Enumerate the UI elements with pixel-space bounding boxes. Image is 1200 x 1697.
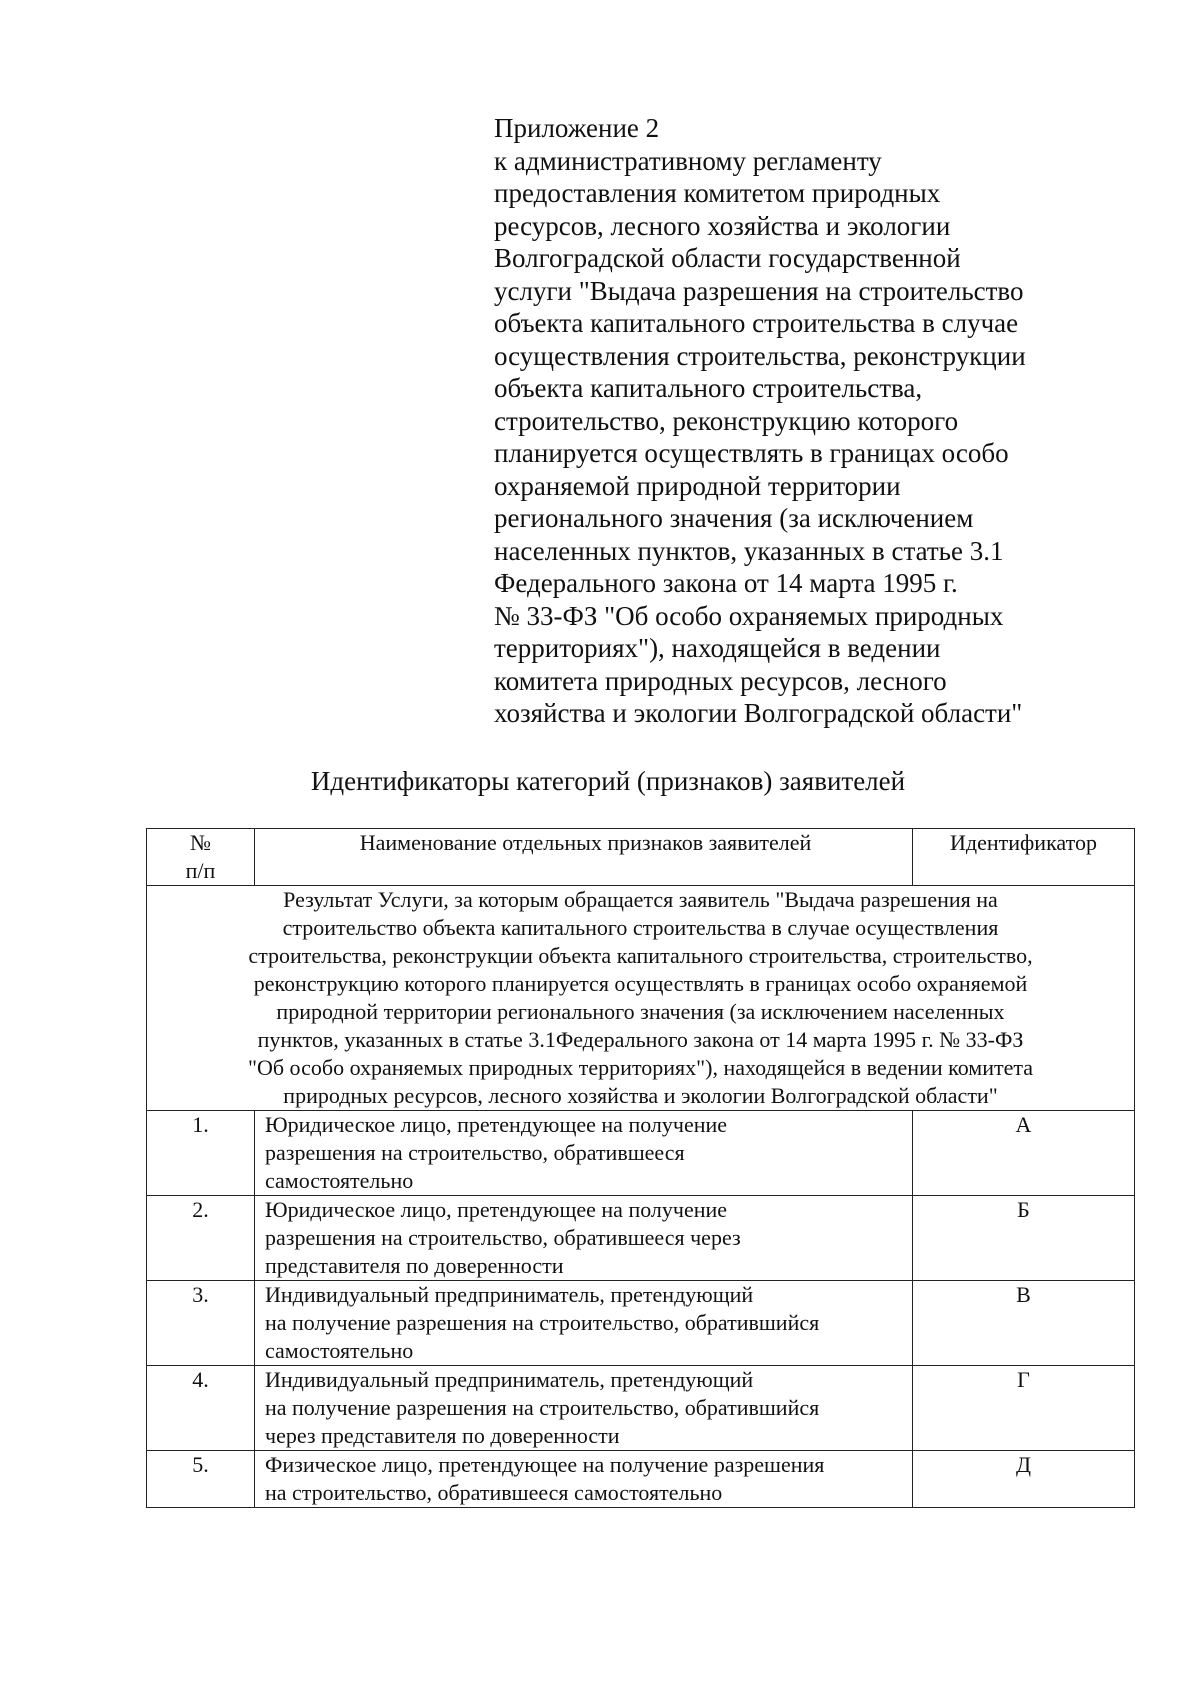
table-row bbox=[147, 1281, 1135, 1366]
row-line: на получение разрешения на строительство, обратившийся bbox=[265, 1310, 820, 1335]
appendix-line: предоставления комитетом природных bbox=[494, 178, 941, 208]
appendix-line: Волгоградской области государственной bbox=[494, 243, 961, 273]
table-row bbox=[147, 1196, 1135, 1281]
row-identifier: Г bbox=[913, 1366, 1135, 1451]
table-row bbox=[147, 1366, 1135, 1451]
header-number bbox=[147, 829, 255, 886]
row-number: 5. bbox=[147, 1451, 255, 1508]
row-line: на строительство, обратившееся самостоятельно bbox=[265, 1480, 723, 1505]
appendix-line: хозяйства и экологии Волгоградской области" bbox=[494, 698, 1023, 728]
header-identifier: Идентификатор bbox=[913, 829, 1135, 886]
row-identifier: А bbox=[913, 1111, 1135, 1196]
appendix-line: объекта капитального строительства в случае bbox=[494, 308, 1019, 338]
row-number: 2. bbox=[147, 1196, 255, 1281]
result-line: пунктов, указанных в статье 3.1Федерального закона от 14 марта 1995 г. № 33-ФЗ bbox=[257, 1027, 1024, 1052]
appendix-line: планируется осуществлять в границах особо bbox=[494, 438, 1009, 468]
appendix-line: к административному регламенту bbox=[494, 145, 882, 176]
appendix-heading bbox=[494, 112, 1094, 730]
row-description bbox=[255, 1366, 913, 1451]
row-line: Физическое лицо, претендующее на получение разрешения bbox=[265, 1452, 825, 1477]
result-line: Результат Услуги, за которым обращается заявитель "Выдача разрешения на bbox=[283, 887, 998, 912]
header-number-symbol: № bbox=[190, 830, 211, 855]
row-number: 1. bbox=[147, 1111, 255, 1196]
appendix-line: № 33-ФЗ "Об особо охраняемых природных bbox=[494, 600, 1004, 631]
row-line: самостоятельно bbox=[265, 1168, 414, 1193]
row-number: 4. bbox=[147, 1366, 255, 1451]
row-line: представителя по доверенности bbox=[265, 1253, 564, 1278]
result-line: "Об особо охраняемых природных территориях"), находящейся в ведении комитета bbox=[248, 1055, 1033, 1080]
appendix-line: Федерального закона от 14 марта 1995 г. bbox=[494, 568, 958, 598]
result-line: реконструкцию которого планируется осуществлять в границах особо охраняемой bbox=[253, 971, 1028, 996]
appendix-line: регионального значения (за исключением bbox=[494, 503, 974, 533]
row-line: Индивидуальный предприниматель, претендующий bbox=[265, 1367, 754, 1392]
appendix-line: ресурсов, лесного хозяйства и экологии bbox=[494, 210, 951, 241]
appendix-line: осуществления строительства, реконструкции bbox=[494, 340, 1026, 371]
appendix-line: строительство, реконструкцию которого bbox=[494, 405, 959, 436]
row-identifier: Д bbox=[913, 1451, 1135, 1508]
row-description bbox=[255, 1281, 913, 1366]
row-identifier: В bbox=[913, 1281, 1135, 1366]
identifiers-table bbox=[146, 828, 1135, 1508]
header-name: Наименование отдельных признаков заявителей bbox=[255, 829, 913, 886]
row-line: Юридическое лицо, претендующее на получение bbox=[265, 1197, 728, 1222]
row-description bbox=[255, 1111, 913, 1196]
row-description bbox=[255, 1196, 913, 1281]
result-line: природных ресурсов, лесного хозяйства и экологии Волгоградской области" bbox=[283, 1083, 998, 1108]
result-row bbox=[147, 886, 1135, 1111]
row-number: 3. bbox=[147, 1281, 255, 1366]
appendix-line: объекта капитального строительства, bbox=[494, 373, 923, 403]
row-line: самостоятельно bbox=[265, 1338, 414, 1363]
result-line: природной территории регионального значения (за исключением населенных bbox=[276, 999, 1005, 1024]
result-line: строительства, реконструкции объекта капитального строительства, строительство, bbox=[248, 943, 1033, 968]
row-line: через представителя по доверенности bbox=[265, 1423, 620, 1448]
table-row bbox=[147, 1451, 1135, 1508]
row-identifier: Б bbox=[913, 1196, 1135, 1281]
row-line: на получение разрешения на строительство, обратившийся bbox=[265, 1395, 820, 1420]
row-line: Индивидуальный предприниматель, претендующий bbox=[265, 1282, 754, 1307]
appendix-line: услуги "Выдача разрешения на строительство bbox=[494, 275, 1024, 306]
row-line: разрешения на строительство, обратившееся через bbox=[265, 1225, 741, 1250]
appendix-line: территориях"), находящейся в ведении bbox=[494, 633, 941, 663]
appendix-line: Приложение 2 bbox=[494, 113, 660, 143]
header-number-abbrev: п/п bbox=[185, 858, 216, 883]
table-header-row bbox=[147, 829, 1135, 886]
result-line: строительство объекта капитального строительства в случае осуществления bbox=[282, 915, 999, 940]
appendix-line: населенных пунктов, указанных в статье 3.1 bbox=[494, 535, 1004, 566]
document-title: Идентификаторы категорий (признаков) заявителей bbox=[310, 766, 906, 796]
appendix-line: комитета природных ресурсов, лесного bbox=[494, 665, 947, 696]
row-line: разрешения на строительство, обратившееся bbox=[265, 1140, 685, 1165]
row-line: Юридическое лицо, претендующее на получение bbox=[265, 1112, 728, 1137]
appendix-line: охраняемой природной территории bbox=[494, 470, 901, 501]
row-description bbox=[255, 1451, 913, 1508]
result-cell bbox=[147, 886, 1135, 1111]
table-row bbox=[147, 1111, 1135, 1196]
